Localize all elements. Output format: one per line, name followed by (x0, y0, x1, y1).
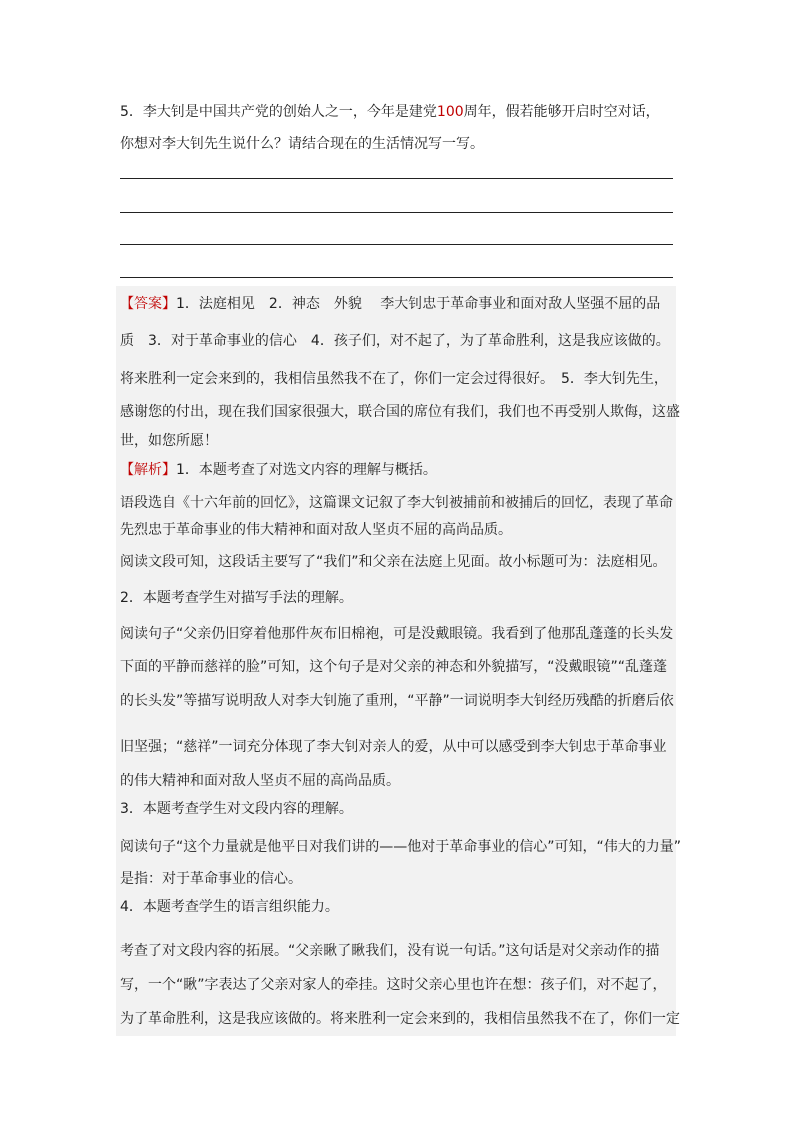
question-5 (120, 96, 680, 160)
answer-line: 世，如您所愿！ (120, 433, 218, 449)
answer-line-4[interactable] (120, 277, 673, 278)
analysis-line: 的伟大精神和面对敌人坚贞不屈的高尚品质。 (120, 773, 400, 789)
answer-tag: 【答案】 (120, 296, 176, 312)
answer-line-2[interactable] (120, 212, 673, 213)
analysis-line: 4．本题考查学生的语言组织能力。 (120, 899, 339, 915)
question-5-line-1: 5．李大钊是中国共产党的创始人之一，今年是建党100周年，假若能够开启时空对话， (120, 104, 660, 120)
answer-line-1[interactable] (120, 178, 673, 179)
question-number: 5． (120, 104, 143, 120)
analysis-line: 先烈忠于革命事业的伟大精神和面对敌人坚贞不屈的高尚品质。 (120, 522, 512, 538)
answer-line: 质 3．对于革命事业的信心 4．孩子们，对不起了，为了革命胜利，这是我应该做的。 (120, 333, 670, 349)
analysis-line: 的长头发”等描写说明敌人对李大钊施了重刑，“平静”一词说明李大钊经历残酷的折磨后依 (120, 693, 674, 709)
analysis-line: 阅读文段可知，这段话主要写了“我们”和父亲在法庭上见面。故小标题可为：法庭相见。 (120, 554, 667, 570)
analysis-line: 为了革命胜利，这是我应该做的。将来胜利一定会来到的，我相信虽然我不在了，你们一定 (120, 1011, 680, 1027)
answer-line: 感谢您的付出，现在我们国家很强大，联合国的席位有我们，我们也不再受别人欺侮，这盛 (120, 404, 680, 420)
analysis-line: 考查了对文段内容的拓展。“父亲瞅了瞅我们，没有说一句话。”这句话是对父亲动作的描 (120, 943, 660, 959)
analysis-line: 语段选自《十六年前的回忆》，这篇课文记叙了李大钊被捕前和被捕后的回忆，表现了革命 (120, 495, 673, 511)
analysis-line: 旧坚强；“慈祥”一词充分体现了李大钊对亲人的爱，从中可以感受到李大钊忠于革命事业 (120, 739, 667, 755)
analysis-line: 【解析】1．本题考查了对选文内容的理解与概括。 (120, 462, 437, 478)
analysis-line: 2．本题考查学生对描写手法的理解。 (120, 590, 353, 606)
analysis-line: 是指：对于革命事业的信心。 (120, 871, 302, 887)
analysis-line: 阅读句子“父亲仍旧穿着他那件灰布旧棉袍，可是没戴眼镜。我看到了他那乱蓬蓬的长头发 (120, 626, 674, 642)
analysis-line: 写，一个“瞅”字表达了父亲对家人的牵挂。这时父亲心里也许在想：孩子们，对不起了， (120, 977, 667, 993)
analysis-line: 3．本题考查学生对文段内容的理解。 (120, 801, 353, 817)
answer-line: 【答案】1．法庭相见 2．神态 外貌 李大钊忠于革命事业和面对敌人坚强不屈的品 (120, 296, 661, 312)
highlight-100: 100 (436, 104, 464, 120)
analysis-tag: 【解析】 (120, 462, 176, 478)
answer-line-3[interactable] (120, 244, 673, 245)
analysis-line: 阅读句子“这个力量就是他平日对我们讲的——他对于革命事业的信心”可知，“伟大的力量” (120, 839, 682, 855)
analysis-line: 下面的平静而慈祥的脸”可知，这个句子是对父亲的神态和外貌描写，“没戴眼镜”“乱蓬蓬 (120, 659, 668, 675)
answer-line: 将来胜利一定会来到的，我相信虽然我不在了，你们一定会过得很好。 5．李大钊先生， (120, 371, 668, 387)
question-5-line-2: 你想对李大钊先生说什么？请结合现在的生活情况写一写。 (120, 136, 484, 152)
